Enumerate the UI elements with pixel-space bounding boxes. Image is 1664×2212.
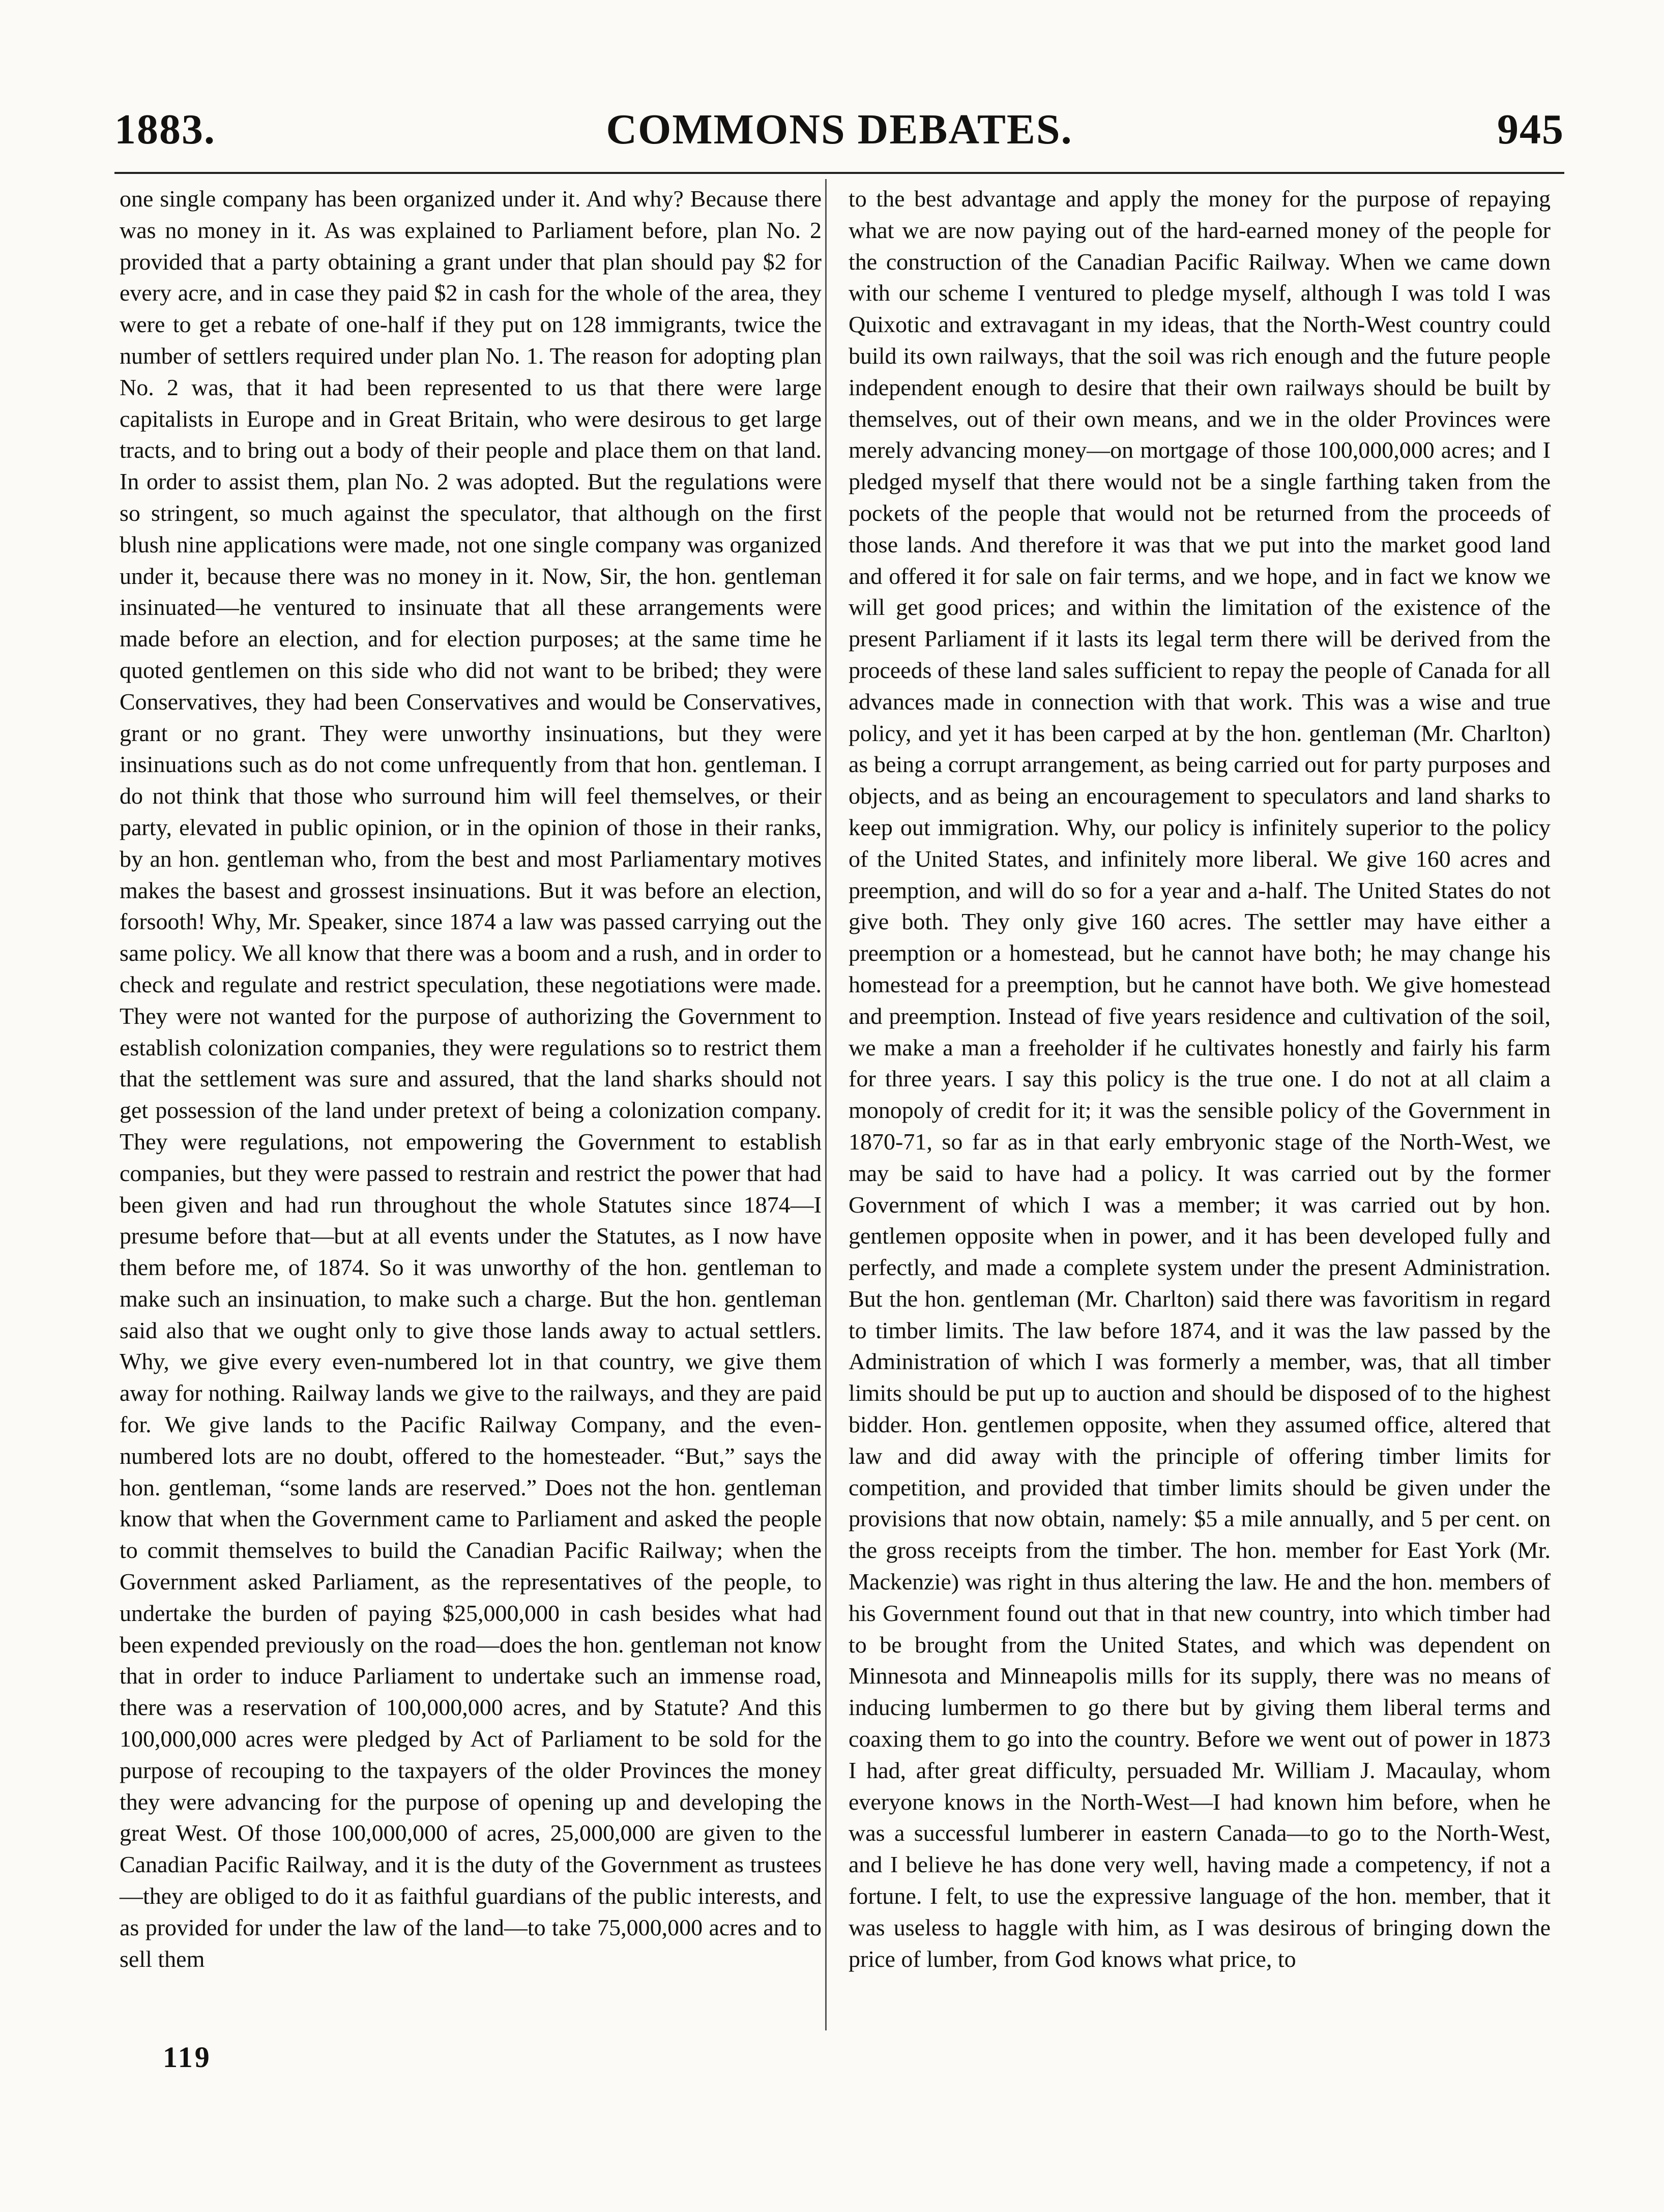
right-column-text: to the best advantage and apply the money for the purpose of repaying what we are now paying out of the hard-earned money of the people for the construction of the Canadian Pacific Railway. When we came down with our scheme I ventured to pledge myself, although I was told I was Quixotic and extravagant in my ideas, that the North-West country could build its own railways, that the soil was rich enough and the future people independent enough to desire that their own railways should be built by themselves, out of their own means, and we in the older Provinces were merely advancing money—on mortgage of those 100,000,000 acres; and I pledged myself that there would not be a single farthing taken from the pockets of the people that would not be returned from the proceeds of those lands. And therefore it was that we put into the market good land and offered it for sale on fair terms, and we hope, and in fact we know we will get good prices; and within the limitation of the existence of the present Parliament if it lasts its legal term there will be derived from the proceeds of these land sales sufficient to repay the people of Canada for all advances made in connection with that work. This was a wise and true policy, and yet it has been carped at by the hon. gentleman (Mr. Charlton) as being a corrupt arrangement, as being carried out for party purposes and objects, and as being an encouragement to speculators and land sharks to keep out immigration. Why, our policy is infinitely superior to the policy of the United States, and infinitely more liberal. We give 160 acres and preemption, and will do so for a year and a-half. The United States do not give both. They only give 160 acres. The settler may have either a preemption or a homestead, but he cannot have both; he may change his homestead for a preemption, but he cannot have both. We give homestead and preemption. Instead of five years residence and cultivation of the soil, we make a man a freeholder if he cultivates honestly and fairly his farm for three years. I say this policy is the true one. I do not at all claim a monopoly of credit for it; it was the sensible policy of the Government in 1870-71, so far as in that early embryonic stage of the North-West, we may be said to have had a policy. It was carried out by the former Government of which I was a member; it was carried out by hon. gentlemen opposite when in power, and it has been developed fully and perfectly, and made a complete system under the present Administration. But the hon. gentleman (Mr. Charlton) said there was favoritism in regard to timber limits. The law before 1874, and it was the law passed by the Administration of which I was formerly a member, was, that all timber limits should be put up to auction and should be disposed of to the highest bidder. Hon. gentlemen opposite, when they assumed office, altered that law and did away with the principle of offering timber limits for competition, and provided that timber limits should be given under the provisions that now obtain, namely: $5 a mile annually, and 5 per cent. on the gross receipts from the timber. The hon. member for East York (Mr. Mackenzie) was right in thus altering the law. He and the hon. members of his Government found out that in that new country, into which timber had to be brought from the United States, and which was dependent on Minnesota and Minneapolis mills for its supply, there was no means of inducing lumbermen to go there but by giving them liberal terms and coaxing them to go into the country. Before we went out of power in 1873 I had, after great difficulty, persuaded Mr. William J. Macaulay, whom everyone knows in the North-West—I had known him before, when he was a successful lumberer in eastern Canada—to go to the North-West, and I believe he has done very well, having made a competency, if not a fortune. I felt, to use the expressive language of the hon. member, that it was useless to haggle with him, as I was desirous of bringing down the price of lumber, from God knows what price, to: [849, 186, 1551, 1972]
header-title: COMMONS DEBATES.: [606, 106, 1073, 153]
text-column-left: [120, 183, 822, 1974]
page-header: [114, 102, 1564, 163]
header-rule: [114, 172, 1564, 174]
header-year: 1883.: [114, 106, 216, 153]
signature-mark: 119: [163, 2041, 212, 2074]
header-page-number: 945: [1497, 106, 1564, 153]
column-divider: [825, 179, 827, 2030]
text-column-right: [849, 183, 1551, 1974]
left-column-text: one single company has been organized under it. And why? Because there was no money in it. As was explained to Parliament before, plan No. 2 provided that a party obtaining a grant under that plan should pay $2 for every acre, and in case they paid $2 in cash for the whole of the area, they were to get a rebate of one-half if they put on 128 immigrants, twice the number of settlers required under plan No. 1. The reason for adopting plan No. 2 was, that it had been represented to us that there were large capitalists in Europe and in Great Britain, who were desirous to get large tracts, and to bring out a body of their people and place them on that land. In order to assist them, plan No. 2 was adopted. But the regulations were so stringent, so much against the speculator, that although on the first blush nine applications were made, not one single company was organized under it, because there was no money in it. Now, Sir, the hon. gentleman insinuated—he ventured to insinuate that all these arrangements were made before an election, and for election purposes; at the same time he quoted gentlemen on this side who did not want to be bribed; they were Conservatives, they had been Conservatives and would be Conservatives, grant or no grant. They were unworthy insinuations, but they were insinuations such as do not come unfrequently from that hon. gentleman. I do not think that those who surround him will feel themselves, or their party, elevated in public opinion, or in the opinion of those in their ranks, by an hon. gentleman who, from the best and most Parliamentary motives makes the basest and grossest insinuations. But it was before an election, forsooth! Why, Mr. Speaker, since 1874 a law was passed carrying out the same policy. We all know that there was a boom and a rush, and in order to check and regulate and restrict speculation, these negotiations were made. They were not wanted for the purpose of authorizing the Government to establish colonization companies, they were regulations so to restrict them that the settlement was sure and assured, that the land sharks should not get possession of the land under pretext of being a colonization company. They were regulations, not empowering the Government to establish companies, but they were passed to restrain and restrict the power that had been given and had run throughout the whole Statutes since 1874—I presume before that—but at all events under the Statutes, as I now have them before me, of 1874. So it was unworthy of the hon. gentleman to make such an insinuation, to make such a charge. But the hon. gentleman said also that we ought only to give those lands away to actual settlers. Why, we give every even-numbered lot in that country, we give them away for nothing. Railway lands we give to the railways, and they are paid for. We give lands to the Pacific Railway Company, and the even-numbered lots are no doubt, offered to the homesteader. “But,” says the hon. gentleman, “some lands are reserved.” Does not the hon. gentleman know that when the Government came to Parliament and asked the people to commit themselves to build the Canadian Pacific Railway; when the Government asked Parliament, as the representatives of the people, to undertake the burden of paying $25,000,000 in cash besides what had been expended previously on the road—does the hon. gentleman not know that in order to induce Parliament to undertake such an immense road, there was a reservation of 100,000,000 acres, and by Statute? And this 100,000,000 acres were pledged by Act of Parliament to be sold for the purpose of recouping to the taxpayers of the older Provinces the money they were advancing for the purpose of opening up and developing the great West. Of those 100,000,000 of acres, 25,000,000 are given to the Canadian Pacific Railway, and it is the duty of the Government as trustees—they are obliged to do it as faithful guardians of the public interests, and as provided for under the law of the land—to take 75,000,000 acres and to sell them: [120, 186, 822, 1972]
